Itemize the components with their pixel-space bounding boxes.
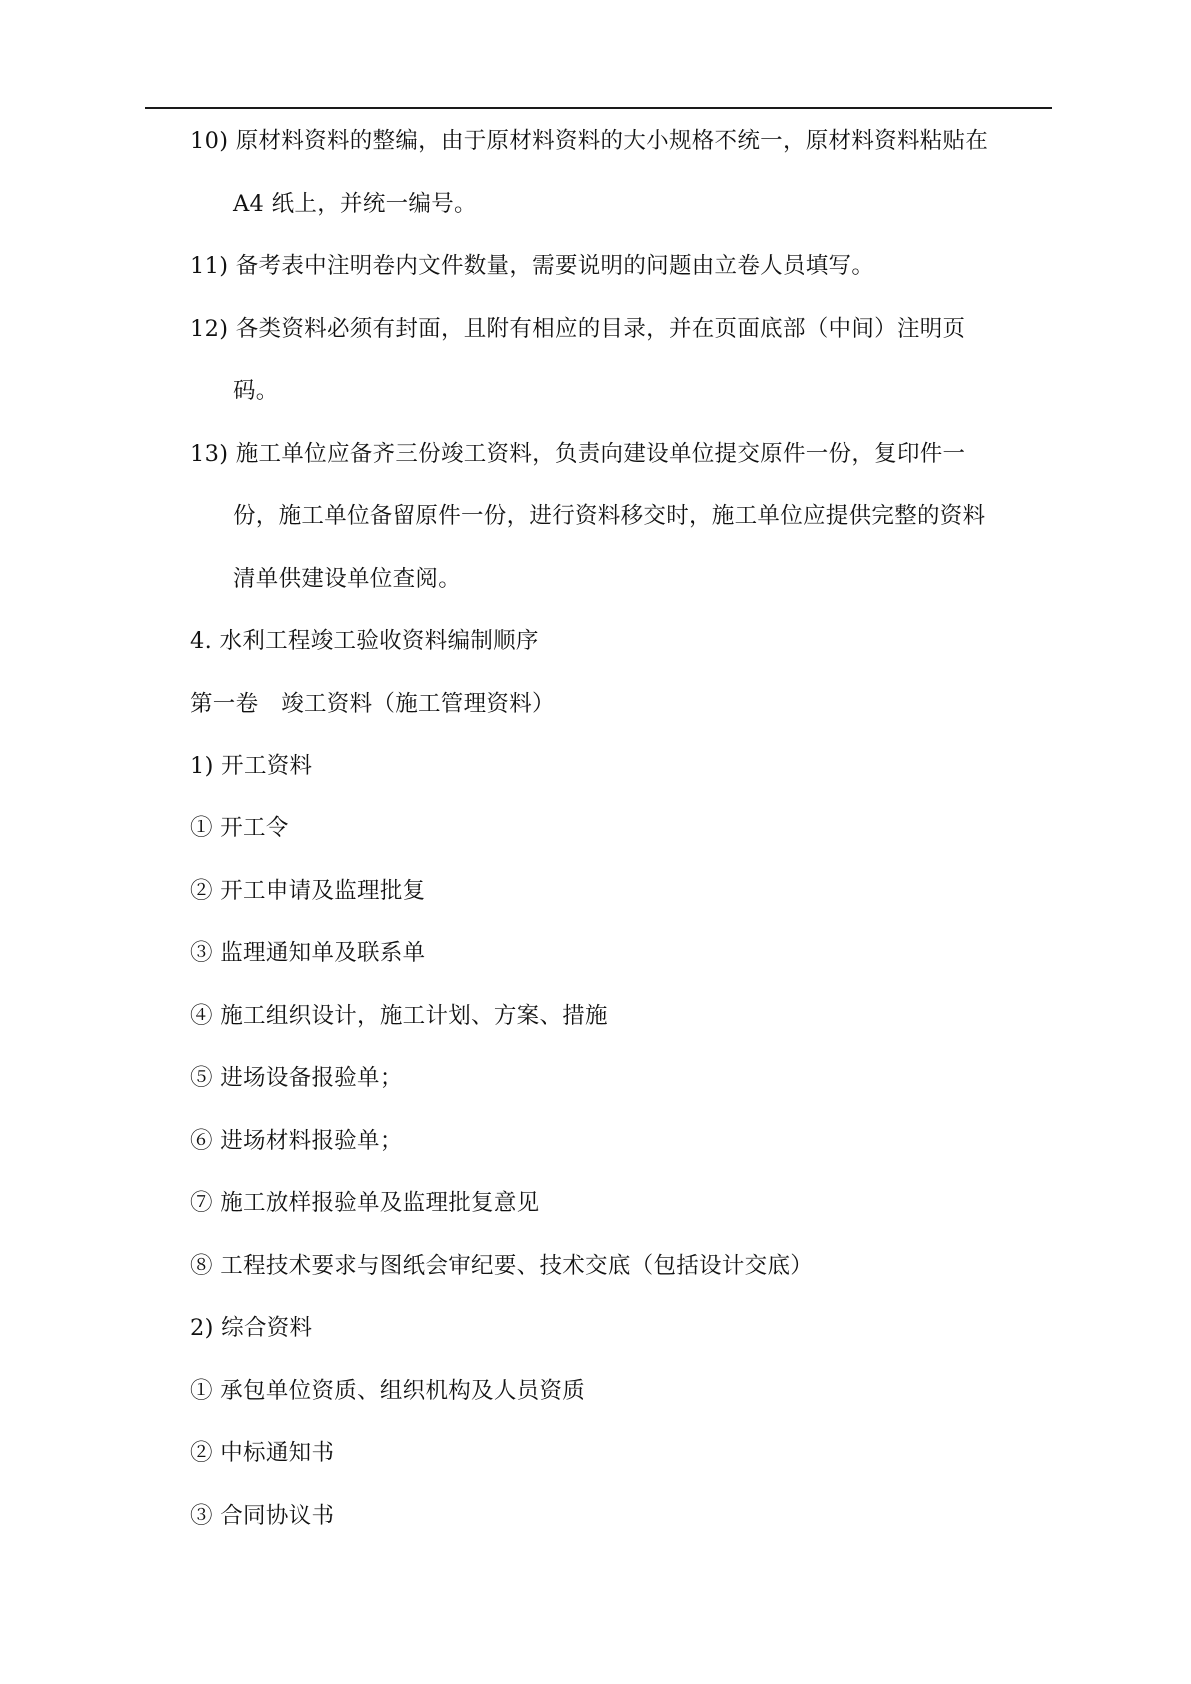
list-item: ② 开工申请及监理批复 <box>190 878 426 904</box>
list-item: ⑧ 工程技术要求与图纸会审纪要、技术交底（包括设计交底） <box>190 1253 814 1279</box>
paragraph-line: 码。 <box>233 378 279 404</box>
list-item: ④ 施工组织设计，施工计划、方案、措施 <box>190 1003 608 1029</box>
list-item: ⑥ 进场材料报验单； <box>190 1128 403 1154</box>
paragraph-line: 10) 原材料资料的整编，由于原材料资料的大小规格不统一，原材料资料粘贴在 <box>190 128 989 154</box>
list-item: ③ 合同协议书 <box>190 1503 335 1529</box>
header-rule <box>145 107 1052 109</box>
section-heading: 4. 水利工程竣工验收资料编制顺序 <box>190 628 539 654</box>
paragraph-line: 13) 施工单位应备齐三份竣工资料，负责向建设单位提交原件一份，复印件一 <box>190 441 966 467</box>
list-item: ⑦ 施工放样报验单及监理批复意见 <box>190 1190 540 1216</box>
paragraph-line: 份，施工单位备留原件一份，进行资料移交时，施工单位应提供完整的资料 <box>233 503 986 529</box>
list-item: ① 承包单位资质、组织机构及人员资质 <box>190 1378 586 1404</box>
volume-heading: 第一卷 竣工资料（施工管理资料） <box>190 691 555 717</box>
list-item: ③ 监理通知单及联系单 <box>190 940 426 966</box>
paragraph-line: 11) 备考表中注明卷内文件数量，需要说明的问题由立卷人员填写。 <box>190 253 875 279</box>
list-item: ② 中标通知书 <box>190 1440 335 1466</box>
paragraph-line: A4 纸上，并统一编号。 <box>233 191 477 217</box>
subsection-heading: 1) 开工资料 <box>190 753 313 779</box>
paragraph-line: 清单供建设单位查阅。 <box>233 566 462 592</box>
paragraph-line: 12) 各类资料必须有封面，且附有相应的目录，并在页面底部（中间）注明页 <box>190 316 966 342</box>
subsection-heading: 2) 综合资料 <box>190 1315 313 1341</box>
list-item: ① 开工令 <box>190 815 289 841</box>
list-item: ⑤ 进场设备报验单； <box>190 1065 403 1091</box>
